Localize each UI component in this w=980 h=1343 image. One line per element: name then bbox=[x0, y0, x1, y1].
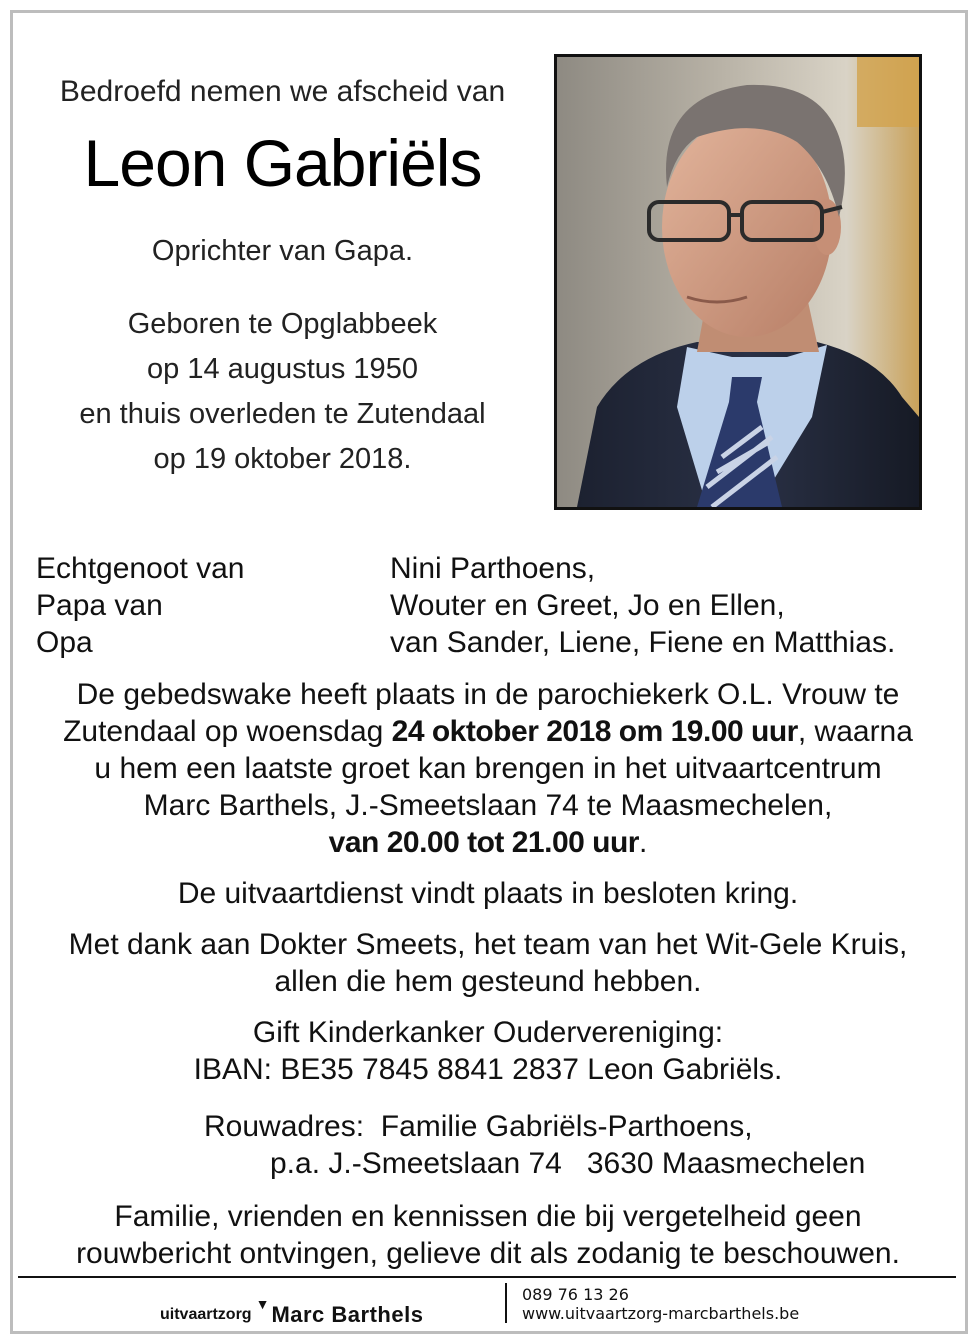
closing-line: Familie, vrienden en kennissen die bij vergetelheid geen bbox=[114, 1200, 862, 1233]
wake-line: Marc Barthels, J.-Smeetslaan 74 te Maasmechelen, bbox=[143, 789, 833, 822]
family-list bbox=[36, 550, 936, 661]
family-relation: Papa van bbox=[36, 589, 163, 622]
spacer bbox=[20, 861, 956, 875]
wake-line: De gebedswake heeft plaats in de parochiekerk O.L. Vrouw te bbox=[76, 678, 900, 711]
wake-line bbox=[20, 824, 956, 861]
spacer bbox=[20, 912, 956, 926]
brand-prefix: uitvaartzorg bbox=[160, 1306, 252, 1323]
bio-block bbox=[40, 302, 525, 482]
brand-name: Marc Barthels bbox=[271, 1302, 424, 1327]
family-row bbox=[36, 587, 936, 624]
wake-text: Zutendaal op woensdag bbox=[63, 715, 392, 748]
mourning-address bbox=[20, 1108, 956, 1182]
spacer bbox=[20, 1000, 956, 1014]
phone-number: 089 76 13 26 bbox=[522, 1285, 629, 1304]
wake-line bbox=[20, 713, 956, 750]
portrait-illustration bbox=[557, 57, 919, 507]
wake-line: u hem een laatste groet kan brengen in het uitvaartcentrum bbox=[94, 752, 882, 785]
wake-text: , waarna bbox=[797, 715, 913, 748]
family-relation: Opa bbox=[36, 626, 93, 659]
family-row bbox=[36, 624, 936, 661]
thanks-line: allen die hem gesteund hebben. bbox=[274, 965, 702, 998]
footer-divider bbox=[18, 1276, 956, 1278]
deceased-name: Leon Gabriëls bbox=[83, 126, 482, 200]
subtitle: Oprichter van Gapa. bbox=[151, 235, 414, 267]
closing-line: rouwbericht ontvingen, gelieve dit als zodanig te beschouwen. bbox=[76, 1237, 900, 1270]
bio-line: op 14 augustus 1950 bbox=[147, 353, 418, 385]
family-names: Nini Parthoens, bbox=[390, 552, 596, 585]
visit-hours: van 20.00 tot 21.00 uur bbox=[328, 826, 639, 859]
address-line: p.a. J.-Smeetslaan 74 3630 Maasmechelen bbox=[270, 1147, 866, 1180]
intro-text: Bedroefd nemen we afscheid van bbox=[59, 75, 506, 108]
family-names: van Sander, Liene, Fiene en Matthias. bbox=[390, 626, 896, 659]
triangle-icon: ▼ bbox=[255, 1296, 270, 1312]
closing-note bbox=[20, 1198, 956, 1272]
gift-line: Gift Kinderkanker Oudervereniging: bbox=[252, 1016, 724, 1049]
family-relation: Echtgenoot van bbox=[36, 552, 245, 585]
family-row bbox=[36, 550, 936, 587]
funeral-home-logo bbox=[160, 1294, 423, 1328]
wake-text: . bbox=[638, 826, 648, 859]
portrait-photo bbox=[554, 54, 922, 510]
gift-line: IBAN: BE35 7845 8841 2837 Leon Gabriëls. bbox=[193, 1053, 783, 1086]
thanks-line: Met dank aan Dokter Smeets, het team van het Wit-Gele Kruis, bbox=[68, 928, 908, 961]
family-names: Wouter en Greet, Jo en Ellen, bbox=[390, 589, 785, 622]
bio-line: op 19 oktober 2018. bbox=[153, 443, 412, 475]
funeral-note: De uitvaartdienst vindt plaats in besloten kring. bbox=[177, 877, 799, 910]
footer-separator bbox=[505, 1283, 507, 1323]
address-line: Rouwadres: Familie Gabriëls-Parthoens, bbox=[204, 1110, 753, 1143]
contact-info bbox=[522, 1285, 799, 1323]
wake-date: 24 oktober 2018 om 19.00 uur bbox=[391, 715, 798, 748]
bio-line: en thuis overleden te Zutendaal bbox=[79, 398, 486, 430]
bio-line: Geboren te Opglabbeek bbox=[127, 308, 438, 340]
announcement-body bbox=[20, 676, 956, 1088]
website-link: www.uitvaartzorg-marcbarthels.be bbox=[522, 1304, 800, 1323]
